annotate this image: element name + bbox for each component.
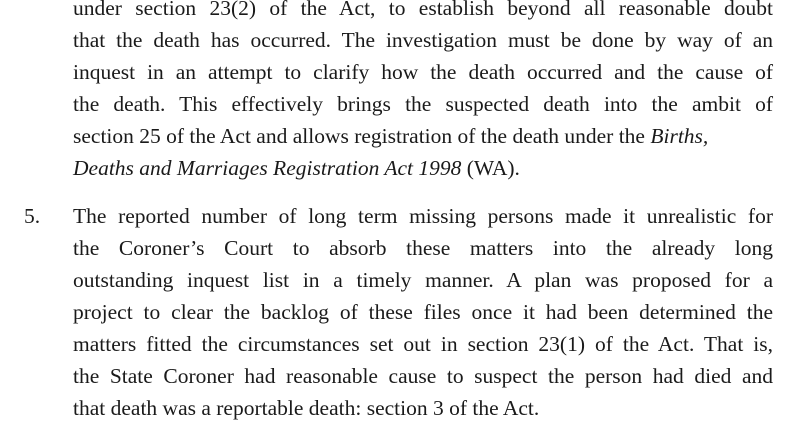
paragraph-4-line-6	[73, 158, 520, 180]
paragraph-4-line-1: under section 23(2) of the Act, to establish beyond all reasonable doubt	[73, 0, 773, 20]
paragraph-4-line-4: the death. This effectively brings the suspected death into the ambit of	[73, 92, 773, 116]
paragraph-5-line-4: project to clear the backlog of these files once it had been determined the	[73, 300, 773, 324]
paragraph-4-line-5	[73, 126, 708, 148]
paragraph-5-line-2: the Coroner’s Court to absorb these matters into the already long	[73, 236, 773, 260]
paragraph-4-line-5-text: section 25 of the Act and allows registration of the death under the	[73, 124, 645, 148]
paragraph-5-number: 5.	[24, 204, 41, 228]
paragraph-5-line-6: the State Coroner had reasonable cause to suspect the person had died and	[73, 364, 773, 388]
paragraph-4-line-3: inquest in an attempt to clarify how the death occurred and the cause of	[73, 60, 773, 84]
act-citation-part-1: Births,	[650, 124, 709, 148]
act-citation-part-2: Deaths and Marriages Registration Act 1998	[73, 156, 462, 180]
paragraph-4-line-2: that the death has occurred. The investigation must be done by way of an	[73, 28, 773, 52]
paragraph-5-line-3: outstanding inquest list in a timely manner. A plan was proposed for a	[73, 268, 773, 292]
paragraph-5-line-5: matters fitted the circumstances set out in section 23(1) of the Act. That is,	[73, 332, 773, 356]
act-citation-suffix: (WA).	[461, 156, 520, 180]
paragraph-5-line-1: The reported number of long term missing persons made it unrealistic for	[73, 204, 773, 228]
paragraph-5-line-7: that death was a reportable death: section 3 of the Act.	[73, 396, 540, 420]
